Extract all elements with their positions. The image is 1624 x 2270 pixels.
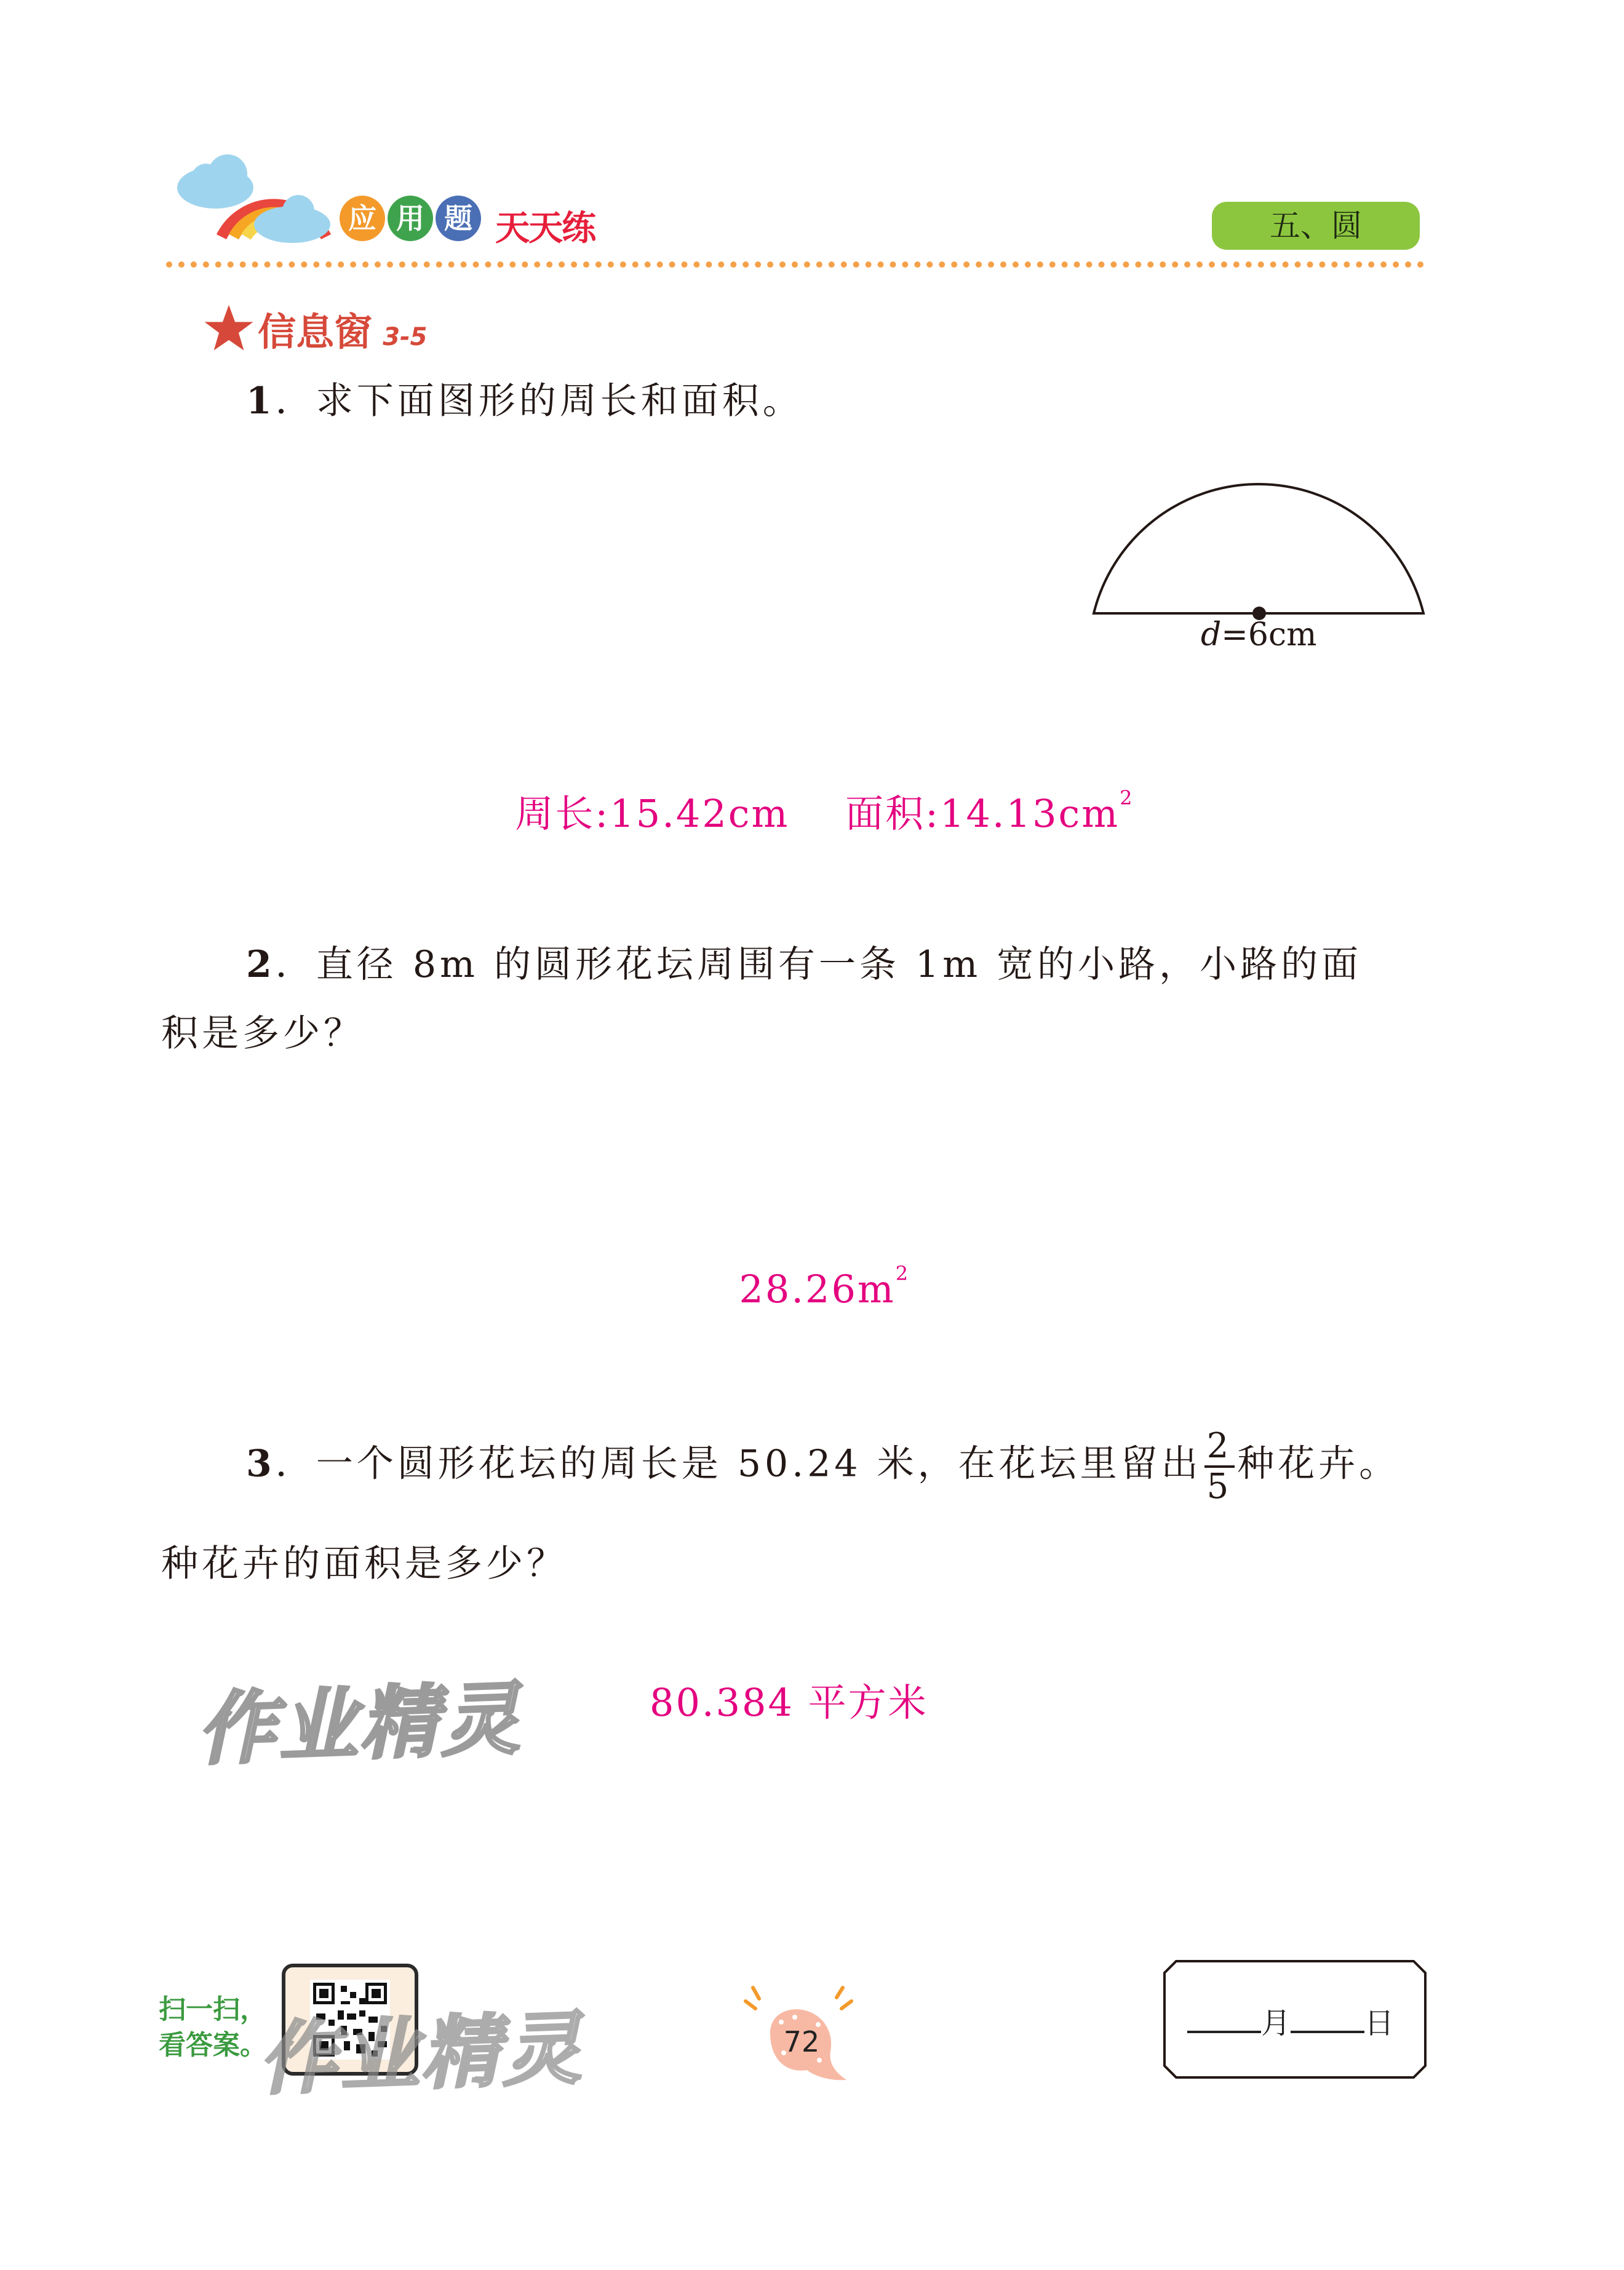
day-blank[interactable] [1291,2031,1364,2033]
title-char-3: 题 [436,196,481,241]
date-field[interactable] [1187,1999,1394,2042]
page-number: 72 [783,2025,820,2058]
answer-2-sup: 2 [895,1262,910,1285]
question-2-line2: 积是多少？ [161,1012,364,1055]
scan-caption-line1: 扫一扫， [159,1994,267,2025]
app-title [340,196,595,250]
answer-2-text: 28.26m [739,1267,896,1312]
scan-caption [159,1992,267,2063]
diameter-var: d [1201,616,1222,653]
question-3-line1-post: 种花卉。 [1237,1442,1400,1486]
question-2-number: 2 [246,943,276,986]
title-red-text: 天天练 [495,208,595,249]
title-char-1: 应 [340,196,385,241]
question-3 [246,1427,1399,1506]
watermark-footer: 作业精灵 [257,2002,585,2106]
question-2-line1: ．直径 8m 的圆形花坛周围有一条 1m 宽的小路，小路的面 [275,943,1363,986]
answer-1-sup: 2 [1120,786,1134,810]
watermark: 作业精灵 [195,1673,523,1777]
month-label: 月 [1261,2006,1291,2041]
answer-2 [711,1217,910,1312]
star-icon [203,303,255,352]
chapter-tag: 五、圆 [1212,202,1420,250]
rainbow-cloud-logo [172,145,338,255]
scan-caption-line2: 看答案。 [159,2029,267,2061]
title-char-2: 用 [388,196,433,241]
section-subtitle: 3-5 [383,323,428,351]
answer-3: 80.384 平方米 [650,1680,928,1725]
question-1-number: 1 [246,380,276,423]
question-3-line2: 种花卉的面积是多少？ [161,1542,567,1585]
diameter-label [1201,616,1316,653]
answer-1-text: 周长:15.42cm 面积:14.13cm [515,791,1120,836]
answer-1 [487,738,1134,838]
day-label: 日 [1364,2006,1395,2041]
header-divider [166,261,1424,268]
diameter-value: =6cm [1221,616,1317,653]
fraction-numerator: 2 [1204,1427,1235,1468]
fraction-denominator: 5 [1206,1467,1233,1507]
section-title: 信息窗 [258,309,373,354]
month-blank[interactable] [1187,2031,1261,2033]
question-3-line1-pre: ．一个圆形花坛的周长是 50.24 米，在花坛里留出 [275,1442,1202,1486]
question-1-text: ．求下面图形的周长和面积。 [275,380,803,423]
question-2 [246,940,1362,989]
question-3-number: 3 [246,1442,276,1486]
question-1 [246,376,803,426]
semicircle-figure [1083,440,1433,624]
section-header [203,301,427,356]
fraction-two-fifths [1204,1427,1235,1506]
